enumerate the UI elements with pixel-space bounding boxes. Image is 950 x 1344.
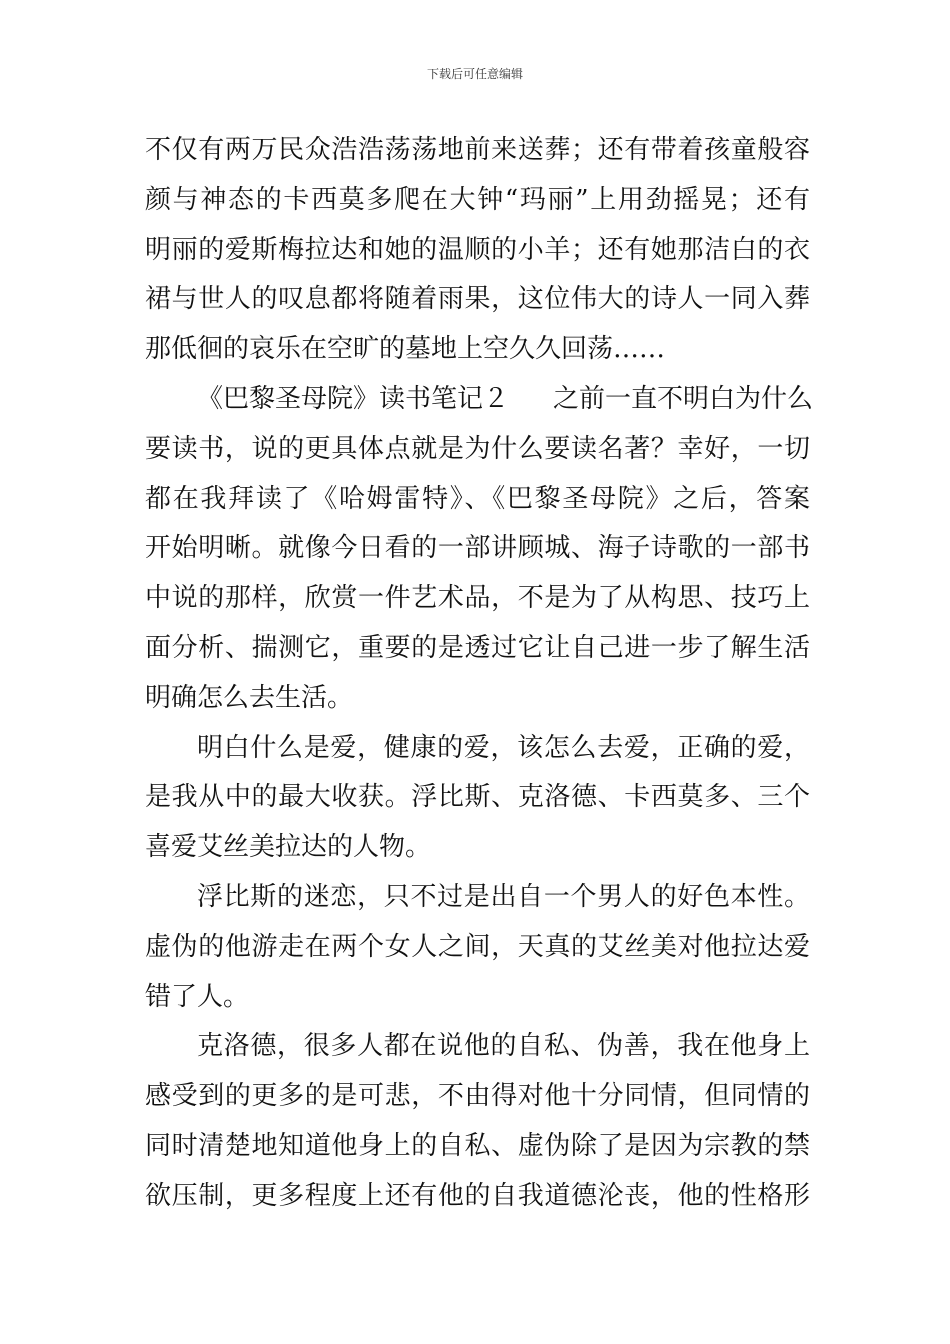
text-line: 明白什么是爱，健康的爱，该怎么去爱，正确的爱， — [197, 732, 810, 763]
text-line: 虚伪的他游走在两个女人之间，天真的艾丝美对他拉达爱 — [145, 931, 810, 962]
text-line: 都在我拜读了《哈姆雷特》、《巴黎圣母院》之后，答案 — [145, 483, 810, 514]
paragraph — [145, 375, 814, 724]
document-body — [145, 126, 814, 1222]
paragraph — [145, 873, 810, 1022]
text-line: 感受到的更多的是可悲，不由得对他十分同情，但同情的 — [145, 1081, 810, 1112]
text-line: 不仅有两万民众浩浩荡荡地前来送葬；还有带着孩童般容 — [145, 135, 810, 165]
text-line: 那低徊的哀乐在空旷的墓地上空久久回荡…… — [145, 334, 666, 365]
text-line: 喜爱艾丝美拉达的人物。 — [145, 832, 432, 863]
text-line: 欲压制，更多程度上还有他的自我道德沦丧，他的性格形 — [145, 1180, 810, 1211]
text-line: 开始明晰。就像今日看的一部讲顾城、海子诗歌的一部书 — [145, 533, 810, 564]
text-line: 裙与世人的叹息都将随着雨果，这位伟大的诗人一同入葬 — [145, 284, 810, 315]
text-run: 之前一直不明白为什么 — [553, 383, 814, 414]
text-line: 颜与神态的卡西莫多爬在大钟“玛丽”上用劲摇晃；还有 — [145, 184, 810, 215]
text-line: 错了人。 — [145, 981, 250, 1012]
text-line: 要读书，说的更具体点就是为什么要读名著？幸好，一切 — [145, 433, 810, 464]
text-line: 克洛德，很多人都在说他的自私、伪善，我在他身上 — [197, 1031, 810, 1062]
section-heading: 《巴黎圣母院》读书笔记２ — [197, 383, 510, 414]
text-line: 中说的那样，欣赏一件艺术品，不是为了从构思、技巧上 — [145, 583, 810, 614]
text-line: 同时清楚地知道他身上的自私、虚伪除了是因为宗教的禁 — [145, 1130, 810, 1161]
paragraph — [145, 126, 810, 375]
text-line: 面分析、揣测它，重要的是透过它让自己进一步了解生活 — [145, 632, 810, 663]
text-line: 是我从中的最大收获。浮比斯、克洛德、卡西莫多、三个 — [145, 782, 810, 813]
paragraph — [145, 1022, 810, 1221]
paragraph — [145, 724, 810, 873]
page-header: 下载后可任意编辑 — [426, 67, 523, 81]
text-line: 明确怎么去生活。 — [145, 682, 354, 713]
text-line: 浮比斯的迷恋，只不过是出自一个男人的好色本性。 — [197, 881, 810, 912]
text-line — [145, 375, 814, 425]
text-line: 明丽的爱斯梅拉达和她的温顺的小羊；还有她那洁白的衣 — [145, 234, 810, 265]
